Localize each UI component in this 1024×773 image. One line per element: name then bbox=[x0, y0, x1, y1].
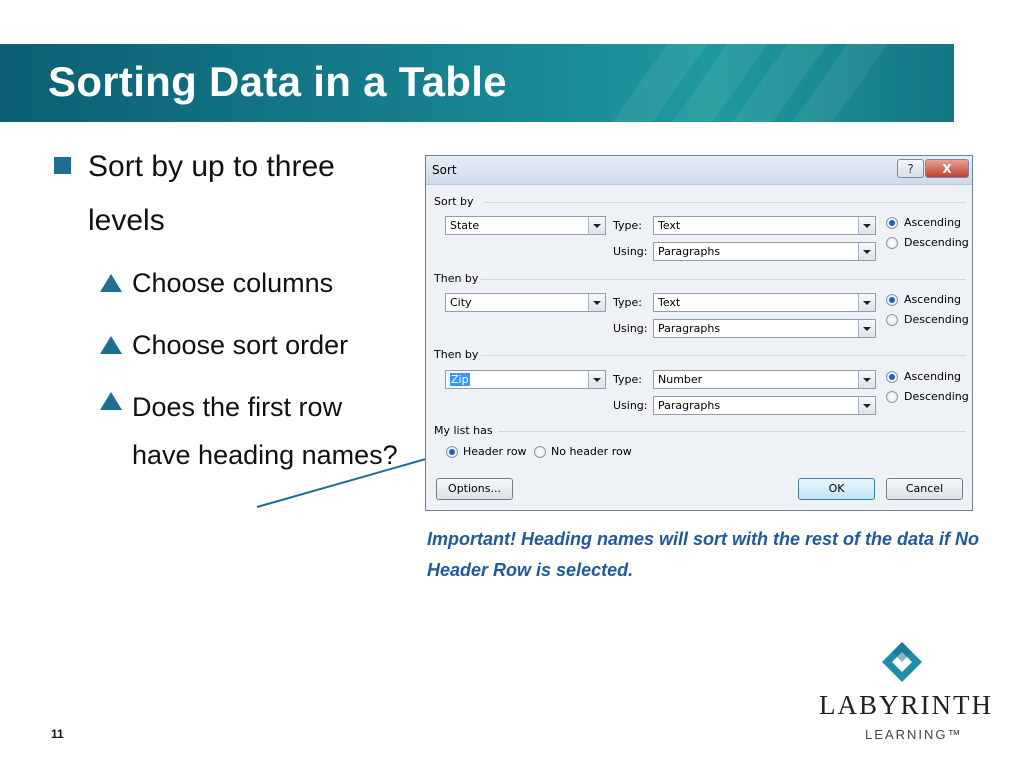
logo-wordmark: LABYRINTH bbox=[819, 690, 993, 720]
then-by-1-type-select[interactable]: Text bbox=[653, 293, 876, 312]
type-label: Type: bbox=[613, 296, 642, 309]
sub-bullet-text: Choose sort order bbox=[132, 330, 349, 360]
then-by-2-descending-radio[interactable] bbox=[886, 391, 898, 403]
ascending-label[interactable]: Ascending bbox=[904, 216, 962, 229]
dialog-title-bar bbox=[426, 156, 972, 185]
sort-by-using-select[interactable]: Paragraphs bbox=[653, 242, 876, 261]
descending-label[interactable]: Descending bbox=[904, 390, 969, 403]
important-note: Important! Heading names will sort with the rest of the data if No Header Row is selected. bbox=[427, 529, 980, 580]
using-label: Using: bbox=[613, 399, 648, 412]
sort-by-descending-radio[interactable] bbox=[886, 237, 898, 249]
then-by-2-field-select[interactable]: Zip bbox=[445, 370, 606, 389]
then-by-1-descending-radio[interactable] bbox=[886, 314, 898, 326]
then-by-heading: Then by bbox=[434, 348, 479, 361]
chevron-down-icon bbox=[858, 217, 875, 234]
chevron-down-icon bbox=[858, 397, 875, 414]
descending-label[interactable]: Descending bbox=[904, 313, 969, 326]
chevron-down-icon bbox=[588, 371, 605, 388]
chevron-down-icon bbox=[858, 294, 875, 311]
cancel-button[interactable]: Cancel bbox=[886, 478, 963, 500]
chevron-down-icon bbox=[858, 243, 875, 260]
header-row-radio[interactable] bbox=[446, 446, 458, 458]
ok-button[interactable]: OK bbox=[798, 478, 875, 500]
labyrinth-diamond-logo-icon bbox=[880, 640, 924, 684]
chevron-down-icon bbox=[588, 294, 605, 311]
page-number: 11 bbox=[51, 727, 64, 741]
options-button[interactable]: Options... bbox=[436, 478, 513, 500]
then-by-2-type-select[interactable]: Number bbox=[653, 370, 876, 389]
then-by-2-ascending-radio[interactable] bbox=[886, 371, 898, 383]
slide-title: Sorting Data in a Table bbox=[48, 58, 507, 105]
sort-by-type-select[interactable]: Text bbox=[653, 216, 876, 235]
chevron-down-icon bbox=[858, 371, 875, 388]
chevron-down-icon bbox=[588, 217, 605, 234]
type-label: Type: bbox=[613, 219, 642, 232]
bullet-main-text: Sort by up to three levels bbox=[88, 150, 335, 237]
sort-by-heading: Sort by bbox=[434, 195, 474, 208]
no-header-row-radio[interactable] bbox=[534, 446, 546, 458]
using-label: Using: bbox=[613, 245, 648, 258]
no-header-row-label[interactable]: No header row bbox=[551, 445, 632, 458]
sort-dialog bbox=[425, 155, 973, 511]
then-by-heading: Then by bbox=[434, 272, 479, 285]
help-button[interactable]: ? bbox=[897, 159, 924, 178]
close-button[interactable]: X bbox=[925, 159, 969, 178]
dialog-title: Sort bbox=[432, 163, 457, 177]
then-by-2-using-select[interactable]: Paragraphs bbox=[653, 396, 876, 415]
then-by-1-ascending-radio[interactable] bbox=[886, 294, 898, 306]
then-by-1-using-select[interactable]: Paragraphs bbox=[653, 319, 876, 338]
header-row-label[interactable]: Header row bbox=[463, 445, 527, 458]
sort-by-ascending-radio[interactable] bbox=[886, 217, 898, 229]
ascending-label[interactable]: Ascending bbox=[904, 370, 962, 383]
chevron-down-icon bbox=[858, 320, 875, 337]
using-label: Using: bbox=[613, 322, 648, 335]
sub-bullet-text: Does the first row have heading names? bbox=[132, 392, 398, 470]
type-label: Type: bbox=[613, 373, 642, 386]
then-by-1-field-select[interactable]: City bbox=[445, 293, 606, 312]
ascending-label[interactable]: Ascending bbox=[904, 293, 962, 306]
list-has-heading: My list has bbox=[434, 424, 493, 437]
sort-by-field-select[interactable]: State bbox=[445, 216, 606, 235]
descending-label[interactable]: Descending bbox=[904, 236, 969, 249]
logo-subtitle: LEARNING™ bbox=[865, 727, 963, 742]
sub-bullet-text: Choose columns bbox=[132, 268, 334, 298]
